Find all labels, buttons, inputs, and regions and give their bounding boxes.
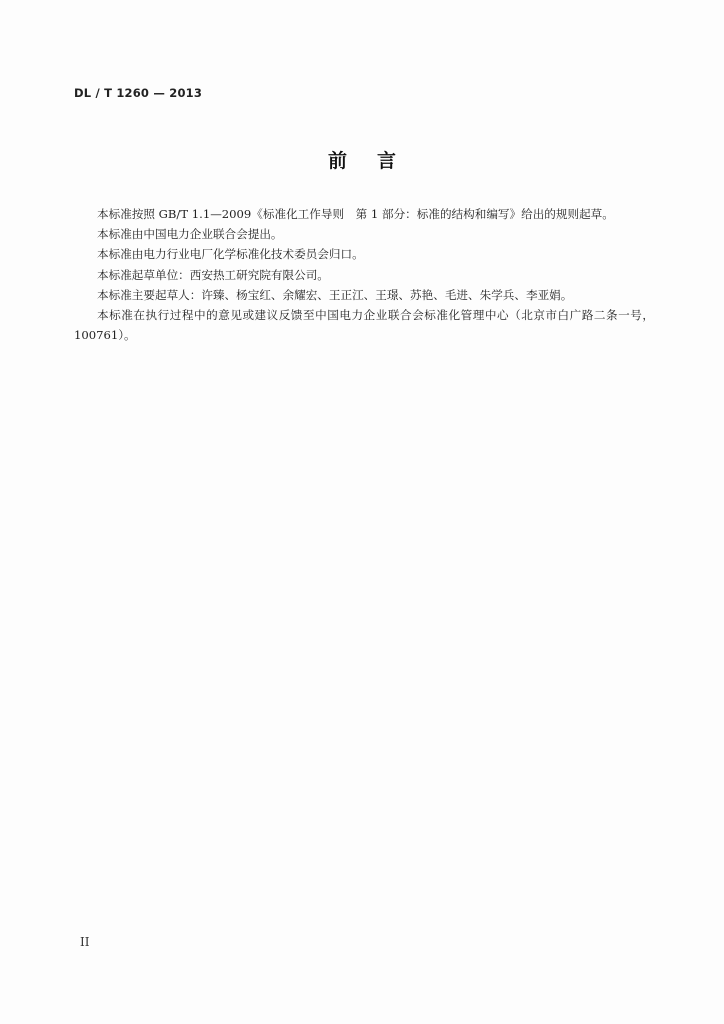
foreword-body xyxy=(74,204,654,345)
paragraph-feedback: 本标准在执行过程中的意见或建议反馈至中国电力企业联合会标准化管理中心（北京市白广路二条一号，100761）。 xyxy=(74,308,654,343)
paragraph-drafters: 本标准主要起草人：许臻、杨宝红、余耀宏、王正江、王璟、苏艳、毛进、朱学兵、李亚娟。 xyxy=(97,287,573,302)
paragraph-technical-committee: 本标准由电力行业电厂化学标准化技术委员会归口。 xyxy=(97,247,364,262)
page-number: II xyxy=(80,935,90,949)
paragraph-drafting-unit: 本标准起草单位：西安热工研究院有限公司。 xyxy=(97,267,329,282)
standard-code: DL / T 1260 — 2013 xyxy=(74,86,203,100)
paragraph-proposer: 本标准由中国电力企业联合会提出。 xyxy=(97,227,283,242)
page-title: 前言 xyxy=(327,150,426,172)
paragraph-drafting-rules: 本标准按照 GB/T 1.1—2009《标准化工作导则 第 1 部分：标准的结构和编写》给出的规则起草。 xyxy=(97,207,614,221)
